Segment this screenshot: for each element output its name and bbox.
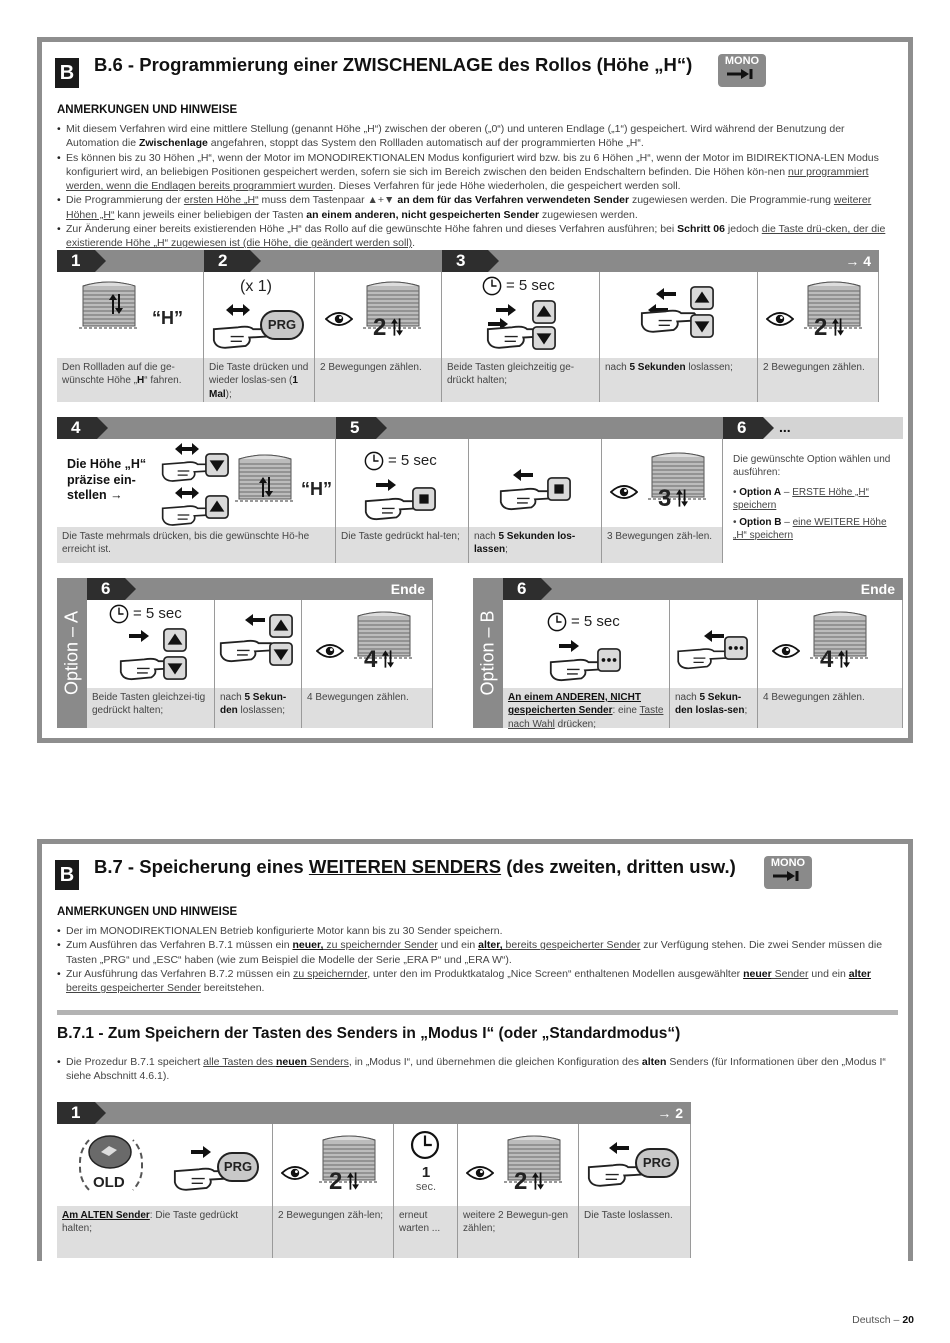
step-number: 4 bbox=[57, 417, 97, 439]
updown-arrow-icon bbox=[838, 650, 850, 668]
step-continuation: ... bbox=[779, 419, 791, 435]
section-b6 bbox=[37, 37, 913, 743]
subsection-note bbox=[57, 1055, 898, 1084]
caption: nach 5 Sekun-den loslas-sen; bbox=[670, 688, 758, 728]
notes-heading: ANMERKUNGEN UND HINWEISE bbox=[57, 906, 238, 918]
caption: Die Taste gedrückt hal-ten; bbox=[336, 527, 469, 563]
note-item: • Die Prozedur B.7.1 speichert alle Tasten des neuen Senders, in „Modus I“, und übernehmen die gleichen Konfiguration des alten Senders (für Informationen über den „Modus I“ siehe Abschnitt 4.6.1). bbox=[57, 1055, 898, 1084]
end-label: Ende bbox=[860, 581, 895, 597]
mono-badge: MONO bbox=[764, 856, 812, 889]
old-label: OLD bbox=[93, 1174, 125, 1191]
step3-release-figure bbox=[600, 272, 758, 358]
updown-arrow-icon bbox=[676, 489, 688, 507]
duration-label: = 5 sec bbox=[388, 452, 437, 469]
arrow-right-icon bbox=[129, 630, 149, 642]
hand-icon bbox=[161, 493, 211, 527]
any-button-icon bbox=[597, 648, 621, 672]
step3-hold-figure bbox=[442, 272, 600, 358]
old-transmitter-figure bbox=[57, 1124, 273, 1206]
caption: 2 Bewegungen zählen. bbox=[315, 358, 442, 402]
eye-icon bbox=[325, 310, 353, 328]
step-number: 6 bbox=[87, 578, 125, 600]
updown-arrow-icon bbox=[391, 318, 403, 336]
caption: weitere 2 Bewegun-gen zählen; bbox=[458, 1206, 579, 1258]
wait-figure bbox=[394, 1124, 458, 1206]
hand-icon bbox=[364, 485, 418, 521]
note-item: • Zur Änderung einer bereits existierenden Höhe „H“ das Rollo auf die gewünschte Höhe fahren und dieses Verfahren ausführen; bei Schritt 06 jedoch die Taste drü-cken, der die existierende Höhe „H“ zugewiesen ist (die Höhe, die geändert werden soll). bbox=[57, 222, 898, 251]
movement-count: 2 bbox=[373, 314, 387, 341]
next-step-label: → 4 bbox=[845, 253, 871, 269]
step1-figure bbox=[57, 272, 204, 358]
updown-arrow-icon bbox=[347, 1172, 359, 1190]
up-button-icon bbox=[532, 300, 556, 324]
adjust-height-text: Die Höhe „H“ präzise ein-stellen → bbox=[67, 457, 147, 502]
eye-icon bbox=[316, 642, 344, 660]
option-chooser: Die gewünschte Option wählen und ausführen: • Option A – ERSTE Höhe „H“ speichern • Option B – eine WEITERE Höhe „H“ speichern bbox=[723, 439, 903, 563]
eye-icon bbox=[610, 483, 638, 501]
down-button-icon bbox=[690, 314, 714, 338]
option-a-block bbox=[57, 578, 433, 728]
prg-button[interactable]: PRG bbox=[217, 1152, 259, 1182]
section-title: B.7 - Speicherung eines WEITEREN SENDERS (des zweiten, dritten usw.) bbox=[94, 856, 736, 877]
caption: nach 5 Sekun-den loslassen; bbox=[215, 688, 302, 728]
updown-arrow-icon bbox=[532, 1172, 544, 1190]
caption: Die Taste loslassen. bbox=[579, 1206, 691, 1258]
notes-list bbox=[57, 122, 898, 251]
down-button-icon bbox=[163, 656, 187, 680]
duration-label: = 5 sec bbox=[133, 605, 182, 622]
note-item: • Der im MONODIREKTIONALEN Betrieb konfigurierte Motor kann bis zu 30 Sender speichern. bbox=[57, 924, 898, 938]
caption: nach 5 Sekunden los-lassen; bbox=[469, 527, 602, 563]
steps-row-2 bbox=[57, 417, 903, 563]
caption: 3 Bewegungen zäh-len. bbox=[602, 527, 723, 563]
movement-count: 4 bbox=[364, 646, 378, 673]
clock-icon bbox=[364, 451, 384, 471]
count-figure bbox=[273, 1124, 394, 1206]
down-button-icon bbox=[532, 326, 556, 350]
updown-arrow-icon bbox=[109, 294, 123, 314]
movement-count: 2 bbox=[814, 314, 828, 341]
caption: 4 Bewegungen zählen. bbox=[758, 688, 903, 728]
step4-figure bbox=[57, 439, 336, 527]
optB-hold-figure bbox=[503, 600, 670, 688]
step5-hold-figure bbox=[336, 439, 469, 527]
updown-arrow-icon bbox=[259, 467, 273, 507]
count-figure bbox=[458, 1124, 579, 1206]
step-number: 1 bbox=[57, 1102, 95, 1124]
eye-icon bbox=[281, 1164, 309, 1182]
caption: nach 5 Sekunden loslassen; bbox=[600, 358, 758, 402]
duration-label: = 5 sec bbox=[506, 277, 555, 294]
clock-icon bbox=[482, 276, 502, 296]
mono-arrow-icon bbox=[771, 869, 805, 883]
optA-release-figure bbox=[215, 600, 302, 688]
section-badge: B bbox=[55, 860, 79, 890]
note-item: • Zum Ausführen das Verfahren B.7.1 müssen ein neuer, zu speichernder Sender und ein alter, bereits gespeicherter Sender zur Verfügung stehen. Die zwei Sender müssen die Tasten „PRG“ und „ESC“ haben (wie zum Beispiel die Modelle der Serie „ERA P“ und „ERA W“). bbox=[57, 938, 898, 967]
movement-count: 3 bbox=[658, 485, 672, 512]
step-number: 3 bbox=[442, 250, 488, 272]
subsection-rule bbox=[57, 1010, 898, 1015]
hand-icon bbox=[549, 646, 603, 682]
duration-label: = 5 sec bbox=[571, 613, 620, 630]
clock-icon bbox=[547, 612, 567, 632]
option-b-label: Option – B bbox=[473, 578, 503, 728]
caption: An einem ANDEREN, NICHT gespeicherten Sender: eine Taste nach Wahl drücken; bbox=[503, 688, 670, 728]
hand-icon bbox=[676, 636, 728, 670]
caption: 4 Bewegungen zählen. bbox=[302, 688, 433, 728]
hand-icon bbox=[499, 475, 553, 511]
hand-icon bbox=[161, 449, 211, 483]
section-badge: B bbox=[55, 58, 79, 88]
mono-arrow-icon bbox=[725, 67, 759, 81]
up-button-icon bbox=[205, 495, 229, 519]
caption: Den Rollladen auf die ge-wünschte Höhe „H“ fahren. bbox=[57, 358, 204, 402]
wait-count: 1 bbox=[421, 1164, 431, 1181]
steps-row-1 bbox=[57, 250, 879, 402]
prg-button[interactable]: PRG bbox=[260, 310, 304, 340]
optB-count-figure bbox=[758, 600, 903, 688]
section-b7 bbox=[37, 839, 913, 1261]
caption: Die Taste mehrmals drücken, bis die gewünschte Hö-he erreicht ist. bbox=[57, 527, 336, 563]
eye-icon bbox=[772, 642, 800, 660]
down-button-icon bbox=[269, 642, 293, 666]
caption: Beide Tasten gleichzeitig ge-drückt halten; bbox=[442, 358, 600, 402]
clock-icon bbox=[410, 1130, 440, 1160]
eye-icon bbox=[466, 1164, 494, 1182]
step-number: 2 bbox=[204, 250, 250, 272]
notes-list bbox=[57, 924, 898, 995]
release-figure bbox=[579, 1124, 691, 1206]
stop-button-icon bbox=[412, 487, 436, 511]
any-button-icon bbox=[724, 636, 748, 660]
step-number: 1 bbox=[57, 250, 95, 272]
note-item: • Zur Ausführung das Verfahren B.7.2 müssen ein zu speichernder, unter den im Produktkatalog „Nice Screen“ enthaltenen Modellen ausgewählter neuer Sender und ein alter bereits gespeicherter Sender bereitstehen. bbox=[57, 967, 898, 996]
note-item: • Die Programmierung der ersten Höhe „H“ muss dem Tastenpaar ▲+▼ an dem für das Verfahren verwendeten Sender zugewiesen werden. Die Programmie-rung weiterer Höhen „H“ kann jeweils einer beliebigen der Tasten an einem anderen, nicht gespeicherten Sender zugewiesen werden. bbox=[57, 193, 898, 222]
option-b-link[interactable]: • Option B – eine WEITERE Höhe „H“ speichern bbox=[733, 517, 887, 542]
option-b-block bbox=[473, 578, 903, 728]
prg-button[interactable]: PRG bbox=[635, 1148, 679, 1178]
section-title: B.6 - Programmierung einer ZWISCHENLAGE des Rollos (Höhe „H“) bbox=[94, 54, 693, 75]
step-number: 5 bbox=[336, 417, 376, 439]
height-label: “H” bbox=[301, 479, 332, 499]
up-button-icon bbox=[690, 286, 714, 310]
press-count: (x 1) bbox=[240, 278, 272, 295]
option-a-label: Option – A bbox=[57, 578, 87, 728]
step2-count-figure bbox=[315, 272, 442, 358]
caption: 2 Bewegungen zählen. bbox=[758, 358, 879, 402]
arrow-left-icon bbox=[245, 614, 265, 626]
up-button-icon bbox=[163, 628, 187, 652]
updown-arrow-icon bbox=[832, 318, 844, 336]
step-number: 6 bbox=[503, 578, 541, 600]
eye-icon bbox=[766, 310, 794, 328]
steps-row-b7 bbox=[57, 1102, 691, 1258]
notes-heading: ANMERKUNGEN UND HINWEISE bbox=[57, 104, 238, 116]
hand-icon bbox=[219, 626, 273, 664]
optA-count-figure bbox=[302, 600, 433, 688]
caption: Die Taste drücken und wieder loslas-sen (1 Mal); bbox=[204, 358, 315, 402]
end-label: Ende bbox=[390, 581, 425, 597]
hand-icon bbox=[587, 1150, 643, 1188]
page-footer: Deutsch – 20 bbox=[852, 1314, 914, 1326]
note-item: • Es können bis zu 30 Höhen „H“, wenn der Motor im MONODIREKTIONALEN Modus konfiguriert wird bzw. bis zu 6 Höhen „H“, wenn der Motor im BIDIREKTIONA-LEN Modus konfiguriert wird, an beliebigen Positionen gespeichert werden, sofern sie sich im Bereich zwischen den beiden Endschaltern befinden. Die Höhen kön-nen nur programmiert werden, wenn die Endlagen bereits programmiert wurden. Dieses Verfahren für jede Höhe wiederholen, die gespeichert werden soll. bbox=[57, 151, 898, 194]
hand-icon bbox=[640, 296, 696, 334]
step2-prg-figure bbox=[204, 272, 315, 358]
step3-count-figure bbox=[758, 272, 879, 358]
page-number: 20 bbox=[902, 1314, 914, 1326]
note-item: • Mit diesem Verfahren wird eine mittlere Stellung (genannt Höhe „H“) zwischen der oberen („0“) und unteren Endlage („1“) gespeichert. Wird während der Benutzung der Automation die Zwischenlage angefahren, stoppt das System den Rollladen automatisch auf der programmierten Höhe „H“. bbox=[57, 122, 898, 151]
hand-icon bbox=[212, 312, 268, 350]
remote-icon bbox=[87, 1134, 133, 1170]
caption: 2 Bewegungen zäh-len; bbox=[273, 1206, 394, 1258]
step5-count-figure bbox=[602, 439, 723, 527]
movement-count: 4 bbox=[820, 646, 834, 673]
caption: Beide Tasten gleichzei-tig gedrückt halten; bbox=[87, 688, 215, 728]
movement-count: 2 bbox=[329, 1168, 343, 1195]
optA-hold-figure bbox=[87, 600, 215, 688]
height-label: “H” bbox=[152, 308, 183, 328]
updown-arrow-icon bbox=[382, 650, 394, 668]
step5-release-figure bbox=[469, 439, 602, 527]
subsection-title: B.7.1 - Zum Speichern der Tasten des Senders in „Modus I“ (oder „Standardmodus“) bbox=[57, 1025, 681, 1042]
wait-unit: sec. bbox=[415, 1181, 437, 1193]
option-a-link[interactable]: • Option A – ERSTE Höhe „H“ speichern bbox=[733, 486, 869, 511]
stop-button-icon bbox=[547, 477, 571, 501]
clock-icon bbox=[109, 604, 129, 624]
movement-count: 2 bbox=[514, 1168, 528, 1195]
caption: Am ALTEN Sender: Die Taste gedrückt halten; bbox=[57, 1206, 273, 1258]
mono-badge: MONO bbox=[718, 54, 766, 87]
step-number: 6 bbox=[723, 417, 763, 439]
caption: erneut warten ... bbox=[394, 1206, 458, 1258]
up-button-icon bbox=[269, 614, 293, 638]
optB-release-figure bbox=[670, 600, 758, 688]
next-step-label: → 2 bbox=[657, 1105, 683, 1121]
down-button-icon bbox=[205, 453, 229, 477]
